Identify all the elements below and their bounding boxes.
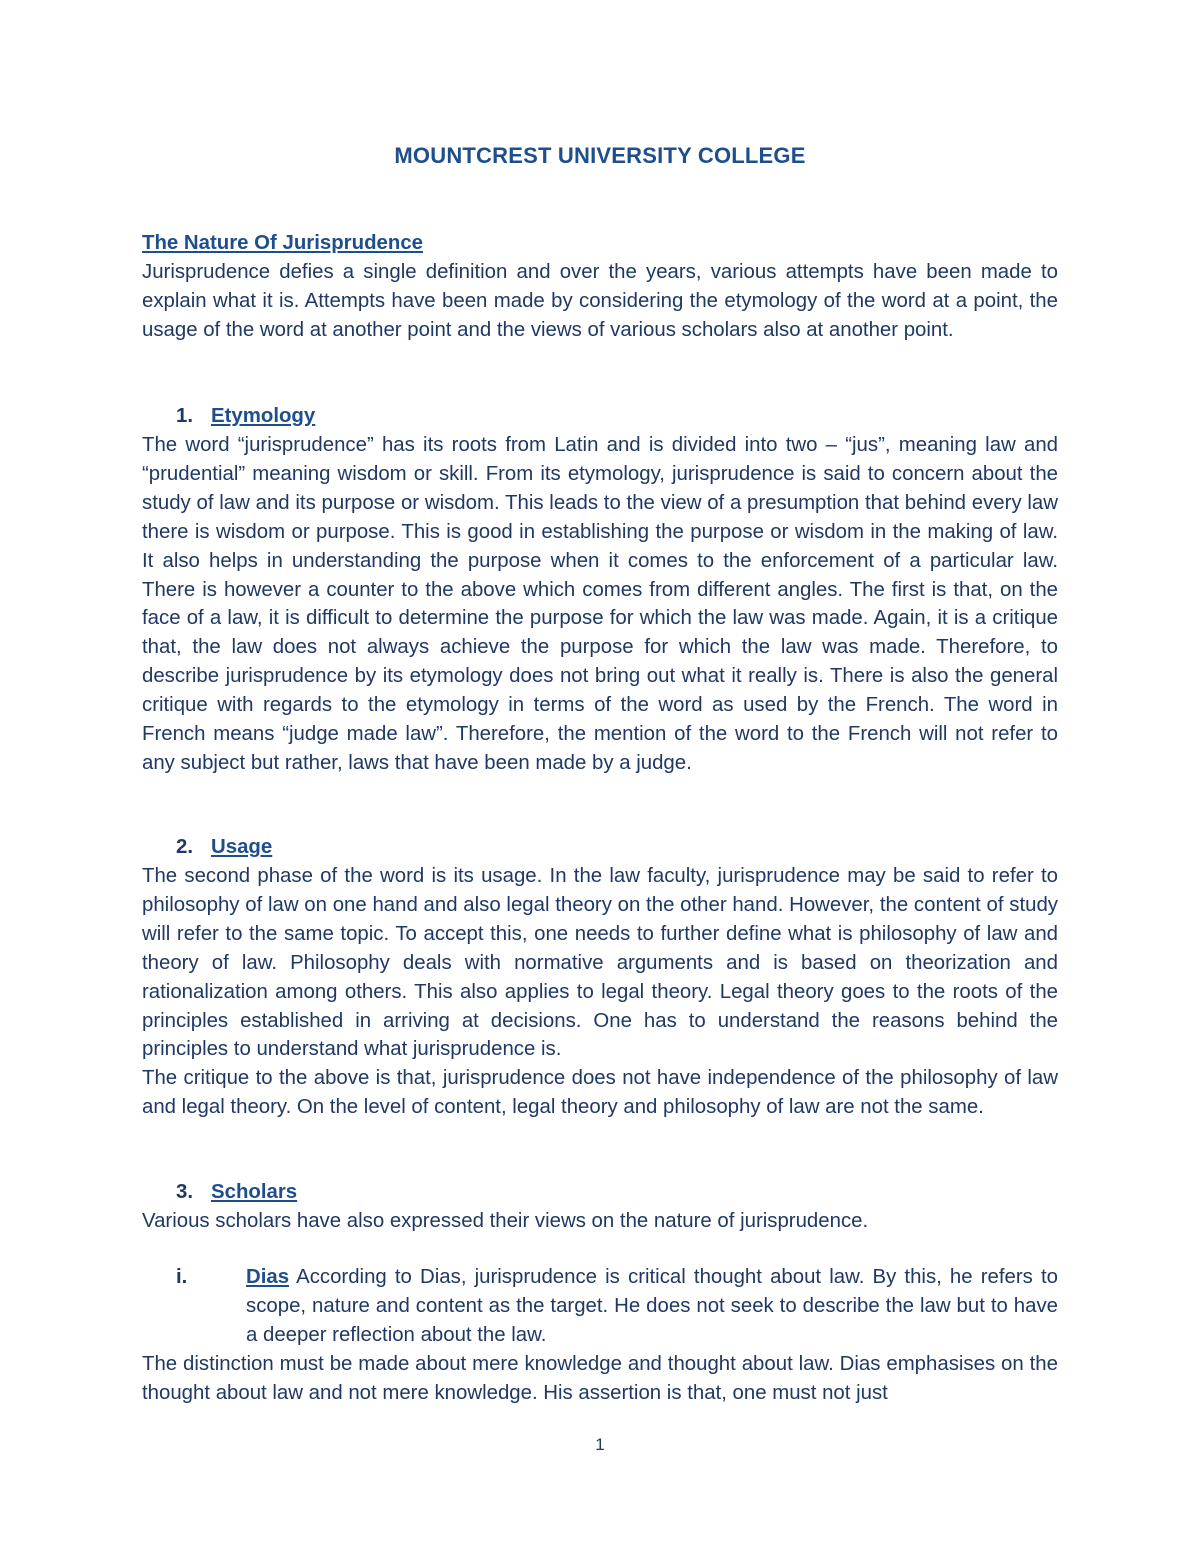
scholars-paragraph: Various scholars have also expressed their views on the nature of jurisprudence.: [142, 1210, 869, 1232]
dias-body: According to Dias, jurisprudence is critical thought about law. By this, he refers to scope, nature and content as the target. He does not seek to describe the law but to have a deeper reflection about the law.: [246, 1266, 1058, 1346]
etymology-title: Etymology: [211, 405, 316, 427]
usage-heading: [176, 833, 272, 862]
document-title: MOUNTCREST UNIVERSITY COLLEGE: [394, 143, 806, 168]
dias-name: Dias: [246, 1266, 290, 1288]
intro-paragraph: Jurisprudence defies a single definition and over the years, various attempts have been made to explain what it is. Attempts have been made by considering the etymology of the word at a point, the usage of the word at another point and the views of various scholars also at another point.: [142, 261, 1058, 341]
etymology-heading: [176, 402, 315, 431]
section-heading: The Nature Of Jurisprudence: [142, 232, 423, 254]
dias-numeral: i.: [176, 1266, 188, 1288]
usage-number: 2.: [176, 836, 194, 858]
usage-paragraph: The second phase of the word is its usage. In the law faculty, jurisprudence may be said to refer to philosophy of law on one hand and also legal theory on the other hand. However, the content of study will refer to the same topic. To accept this, one needs to further define what is philosophy of law and theory of law. Philosophy deals with normative arguments and is based on theorization and rationalization among others. This also applies to legal theory. Legal theory goes to the roots of the principles established in arriving at decisions. One has to understand the reasons behind the principles to understand what jurisprudence is.: [142, 865, 1058, 1061]
scholars-heading: [176, 1178, 297, 1207]
usage-critique-paragraph: The critique to the above is that, jurisprudence does not have independence of the philosophy of law and legal theory. On the level of content, legal theory and philosophy of law are not the same.: [142, 1067, 1058, 1118]
usage-title: Usage: [211, 836, 273, 858]
scholars-number: 3.: [176, 1181, 194, 1203]
page-number: 1: [595, 1435, 605, 1454]
dias-paragraph: [246, 1263, 1058, 1350]
closing-paragraph: The distinction must be made about mere knowledge and thought about law. Dias emphasises on the thought about law and not mere knowledge. His assertion is that, one must not just: [142, 1353, 1058, 1404]
etymology-number: 1.: [176, 405, 194, 427]
etymology-paragraph: The word “jurisprudence” has its roots from Latin and is divided into two – “jus”, meaning law and “prudential” meaning wisdom or skill. From its etymology, jurisprudence is said to concern about the study of law and its purpose or wisdom. This leads to the view of a presumption that behind every law there is wisdom or purpose. This is good in establishing the purpose or wisdom in the making of law. It also helps in understanding the purpose when it comes to the enforcement of a particular law. There is however a counter to the above which comes from different angles. The first is that, on the face of a law, it is difficult to determine the purpose for which the law was made. Again, it is a critique that, the law does not always achieve the purpose for which the law was made. Therefore, to describe jurisprudence by its etymology does not bring out what it really is. There is also the general critique with regards to the etymology in terms of the word as used by the French. The word in French means “judge made law”. Therefore, the mention of the word to the French will not refer to any subject but rather, laws that have been made by a judge.: [142, 434, 1058, 774]
scholars-title: Scholars: [211, 1181, 298, 1203]
